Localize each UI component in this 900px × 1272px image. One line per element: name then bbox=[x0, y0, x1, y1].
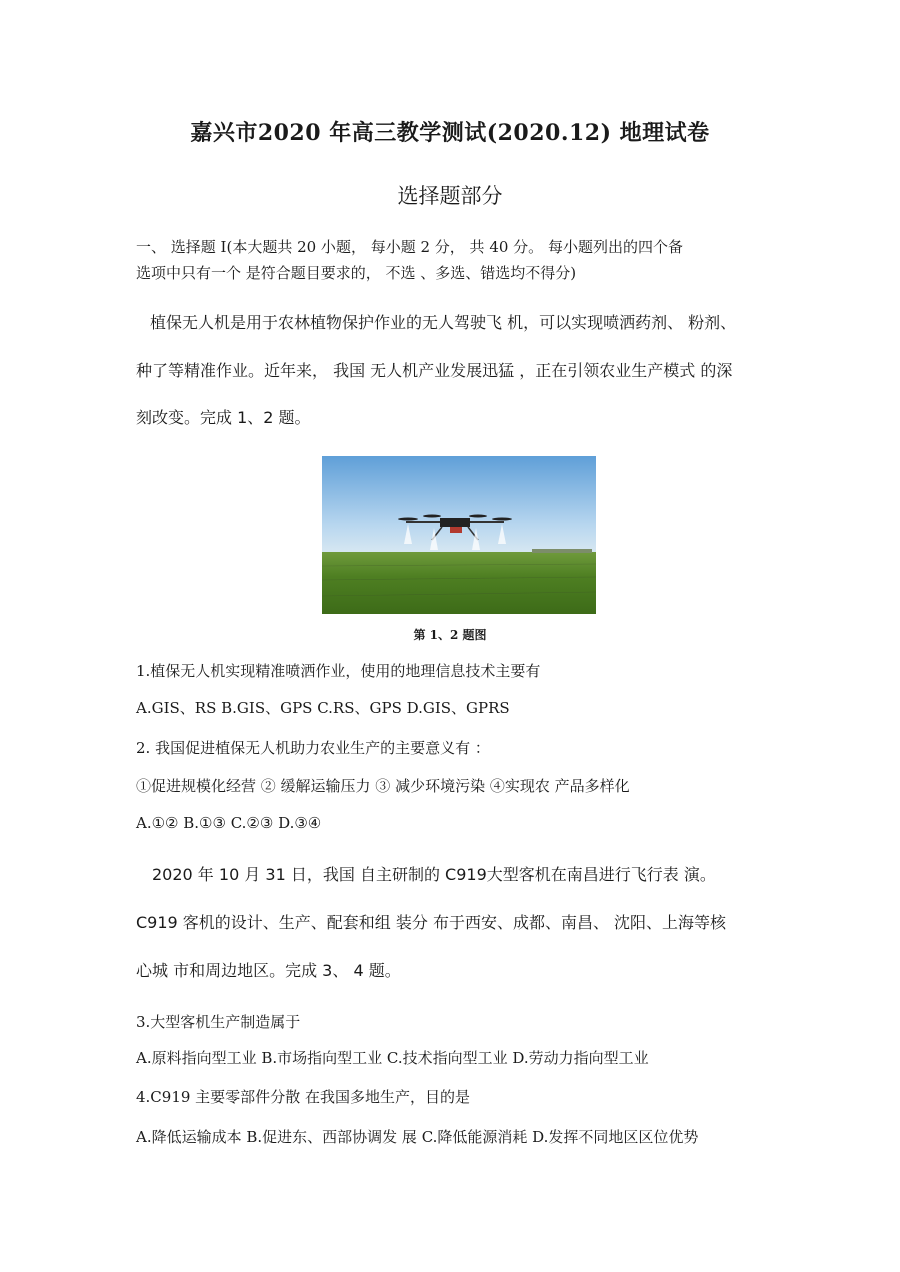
figure-caption: 第 1、2 题图 bbox=[413, 628, 487, 642]
passage1-line-2: 种了等精准作业。近年来， 我国 无人机产业发展迅猛 ，正在引领农业生产模式 的深 bbox=[136, 361, 733, 380]
question-2-options: A.①② B.①③ C.②③ D.③④ bbox=[136, 814, 322, 832]
passage2-line-1: 2020 年 10 月 31 日，我国 自主研制的 C919大型客机在南昌进行飞行表 演。 bbox=[152, 865, 716, 884]
exam-title: 嘉兴市2020 年高三教学测试(2020.12) 地理试卷 bbox=[190, 120, 710, 146]
question-4-options: A.降低运输成本 B.促进东、西部协调发 展 C.降低能源消耗 D.发挥不同地区区位优势 bbox=[136, 1128, 699, 1146]
question-1-stem: 1.植保无人机实现精准喷洒作业，使用的地理信息技术主要有 bbox=[136, 662, 541, 680]
question-3-stem: 3.大型客机生产制造属于 bbox=[136, 1013, 301, 1031]
instructions-line-1: 一、 选择题 I(本大题共 20 小题， 每小题 2 分， 共 40 分。 每小题列出的四个备 bbox=[136, 238, 683, 256]
question-2-stem: 2. 我国促进植保无人机助力农业生产的主要意义有 ： bbox=[136, 739, 490, 757]
question-4-stem: 4.C919 主要零部件分散 在我国多地生产，目的是 bbox=[136, 1088, 470, 1106]
passage2-line-2: C919 客机的设计、生产、配套和组 装分 布于西安、成都、南昌、 沈阳、上海等核 bbox=[136, 913, 727, 932]
instructions-line-2: 选项中只有一个 是符合题目要求的， 不选 、多选、错选均不得分) bbox=[136, 264, 577, 282]
passage2-line-3: 心城 市和周边地区。完成 3、 4 题。 bbox=[136, 961, 401, 980]
question-3-options: A.原料指向型工业 B.市场指向型工业 C.技术指向型工业 D.劳动力指向型工业 bbox=[136, 1049, 649, 1067]
question-1-options: A.GIS、RS B.GIS、GPS C.RS、GPS D.GIS、GPRS bbox=[136, 699, 510, 717]
section-title: 选择题部分 bbox=[397, 184, 503, 208]
question-2-items: ①促进规模化经营 ② 缓解运输压力 ③ 减少环境污染 ④实现农 产品多样化 bbox=[136, 777, 630, 795]
drone-field-photo bbox=[322, 456, 596, 614]
passage1-line-1: 植保无人机是用于农林植物保护作业的无人驾驶飞 机，可以实现喷洒药剂、 粉剂、 bbox=[150, 313, 737, 332]
passage1-line-3: 刻改变。完成 1、2 题。 bbox=[136, 408, 311, 427]
